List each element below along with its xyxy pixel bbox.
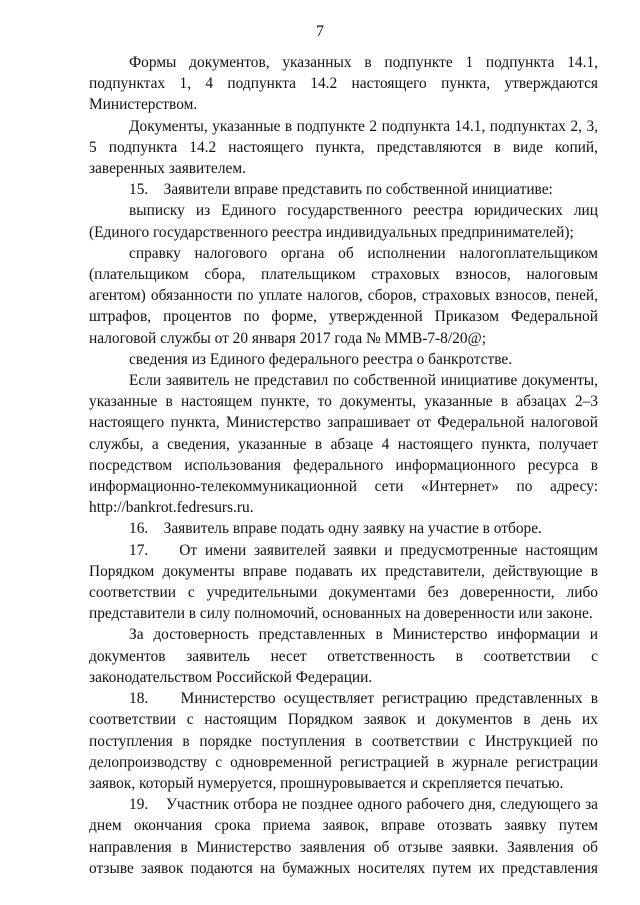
paragraph-item-16: 16. Заявитель вправе подать одну заявку на участие в отборе.: [129, 520, 542, 538]
paragraph-item-17: 17. От имени заявителей заявки и предусмотренные настоящим Порядком документы вправе подавать их представители, действующие в соответствии с учредительными документами без доверенности, либо представители в силу полномочий, основанных на доверенности или законе.: [89, 541, 598, 623]
document-body: [89, 52, 598, 879]
paragraph-tax-certificate: справку налогового органа об исполнении налогоплательщиком (плательщиком сбора, плательщиком страховых взносов, налоговым агентом) обязанности по уплате налогов, сборов, страховых взносов, пеней, штрафов, процентов по форме, утвержденной Приказом Федеральной налоговой службы от 20 января 2017 года № ММВ-7-8/20@;: [89, 244, 598, 347]
paragraph-forms-approved: Формы документов, указанных в подпункте 1 подпункта 14.1, подпунктах 1, 4 подпункта 14.2 настоящего пункта, утверждаются Министерством.: [89, 54, 598, 114]
paragraph-documents-copies: Документы, указанные в подпункте 2 подпункта 14.1, подпунктах 2, 3, 5 подпункта 14.2 настоящего пункта, представляются в виде копий, заверенных заявителем.: [89, 117, 598, 178]
paragraph-ministry-request: Если заявитель не представил по собственной инициативе документы, указанные в настоящем пункте, то документы, указанные в абзацах 2–3 настоящего пункта, Министерство запрашивает от Федеральной налоговой службы, а сведения, указанные в абзаце 4 настоящего пункта, получает посредством использования федерального информационного ресурса в информационно-телекоммуникационной сети «Интернет» по адресу: http://bankrot.fedresurs.ru.: [89, 372, 598, 517]
paragraph-bankruptcy-register: сведения из Единого федерального реестра о банкротстве.: [129, 350, 513, 368]
paragraph-legal-entities-extract: выписку из Единого государственного реестра юридических лиц (Единого государственного реестра индивидуальных предпринимателей);: [89, 202, 598, 241]
paragraph-item-18: 18. Министерство осуществляет регистрацию представленных в соответствии с настоящим Порядком заявок и документов в день их поступления в порядке поступления в соответствии с Инструкцией по делопроизводству с одновременной регистрацией в журнале регистрации заявок, который нумеруется, прошнуровывается и скрепляется печатью.: [89, 690, 598, 792]
paragraph-responsibility: За достоверность представленных в Министерство информации и документов заявитель несет ответственность в соответствии с законодательством Российской Федерации.: [89, 626, 598, 686]
paragraph-item-19: 19. Участник отбора не позднее одного рабочего дня, следующего за днем окончания срока приема заявок, вправе отозвать заявку путем направления в Министерство заявления об отзыве заявки. Заявления об отзыве заявок подаются на бумажных носителях путем их представления: [89, 796, 598, 877]
page-number: 7: [316, 23, 324, 40]
paragraph-item-15: 15. Заявители вправе представить по собственной инициативе:: [129, 181, 553, 199]
